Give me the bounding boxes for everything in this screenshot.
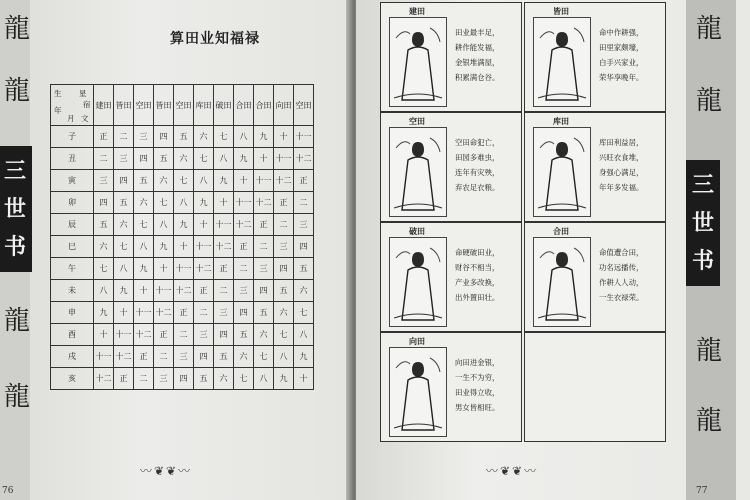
- table-cell: 九: [134, 258, 154, 280]
- card-name: 破田: [409, 226, 425, 236]
- table-cell: 四: [194, 346, 214, 368]
- table-cell: 六: [254, 324, 274, 346]
- verse-line: 田园多难虫，: [455, 153, 500, 162]
- verse-line: 财谷不相当，: [455, 263, 500, 272]
- column-header: 建田: [94, 85, 114, 126]
- dragon-icon: 龍: [696, 336, 723, 366]
- verse-line: 命中作耕强，: [599, 28, 644, 37]
- left-side-title: [0, 146, 32, 272]
- table-cell: 七: [254, 346, 274, 368]
- table-cell: 六: [134, 192, 154, 214]
- side-title-char: 三: [3, 158, 26, 184]
- row-branch: 未: [51, 280, 94, 302]
- verse-line: 田业最丰足，: [455, 28, 500, 37]
- table-cell: 八: [294, 324, 314, 346]
- table-cell: 五: [194, 368, 214, 390]
- table-cell: 十一: [154, 280, 174, 302]
- table-cell: 三: [274, 236, 294, 258]
- verse-line: 年年多发福。: [599, 183, 644, 192]
- table-row: [51, 280, 314, 302]
- table-cell: 七: [214, 126, 234, 148]
- table-cell: 五: [294, 258, 314, 280]
- verse-line: 荣华享晚年。: [599, 73, 644, 82]
- table-cell: 十一: [194, 236, 214, 258]
- table-cell: 七: [274, 324, 294, 346]
- table-cell: 八: [114, 258, 134, 280]
- table-cell: 三: [194, 324, 214, 346]
- verse-line: 男女皆相旺。: [455, 403, 500, 412]
- table-cell: 十二: [114, 346, 134, 368]
- table-cell: 三: [294, 214, 314, 236]
- verse-line: 空田命犯亡，: [455, 138, 500, 147]
- table-cell: 六: [154, 170, 174, 192]
- table-cell: 十: [254, 148, 274, 170]
- table-cell: 十二: [154, 302, 174, 324]
- table-cell: 三: [214, 302, 234, 324]
- table-cell: 二: [94, 148, 114, 170]
- right-side-title: [686, 160, 720, 286]
- table-cell: 七: [134, 214, 154, 236]
- table-cell: 十: [174, 236, 194, 258]
- dragon-icon: 龍: [696, 14, 723, 44]
- card-name: 空田: [409, 116, 425, 126]
- table-cell: 十: [194, 214, 214, 236]
- table-cell: 七: [154, 192, 174, 214]
- table-cell: 八: [194, 170, 214, 192]
- side-title-char: 书: [3, 234, 26, 260]
- table-cell: 四: [154, 126, 174, 148]
- row-branch: 酉: [51, 324, 94, 346]
- table-cell: 九: [94, 302, 114, 324]
- table-cell: 正: [294, 170, 314, 192]
- table-cell: 正: [174, 302, 194, 324]
- table-cell: 八: [174, 192, 194, 214]
- right-page: [356, 0, 750, 500]
- fortune-card: [524, 2, 666, 112]
- table-cell: 正: [214, 258, 234, 280]
- table-cell: 二: [214, 280, 234, 302]
- table-cell: 十二: [294, 148, 314, 170]
- side-title-char: 世: [691, 210, 714, 236]
- column-header: 合田: [234, 85, 254, 126]
- table-cell: 九: [214, 170, 234, 192]
- table-cell: 十: [94, 324, 114, 346]
- table-cell: 三: [114, 148, 134, 170]
- row-branch: 寅: [51, 170, 94, 192]
- column-header: 向田: [274, 85, 294, 126]
- verse-line: 功名远播传，: [599, 263, 644, 272]
- dragon-icon: 龍: [696, 406, 723, 436]
- table-cell: 十二: [94, 368, 114, 390]
- table-cell: 三: [254, 258, 274, 280]
- table-cell: 二: [174, 324, 194, 346]
- row-branch: 丑: [51, 148, 94, 170]
- table-cell: 十一: [94, 346, 114, 368]
- table-row: [51, 236, 314, 258]
- table-cell: 七: [114, 236, 134, 258]
- table-cell: 正: [194, 280, 214, 302]
- fortune-card: [380, 2, 522, 112]
- card-illustration: [389, 127, 447, 217]
- table-cell: 五: [94, 214, 114, 236]
- table-cell: 十: [294, 368, 314, 390]
- table-cell: 八: [154, 214, 174, 236]
- column-header: 皆田: [114, 85, 134, 126]
- table-cell: 七: [94, 258, 114, 280]
- page-ornament: 〰❦❦〰: [486, 464, 539, 478]
- table-cell: 九: [114, 280, 134, 302]
- table-row: [51, 126, 314, 148]
- table-cell: 四: [214, 324, 234, 346]
- table-cell: 五: [114, 192, 134, 214]
- table-cell: 十二: [274, 170, 294, 192]
- table-cell: 九: [254, 126, 274, 148]
- fortune-card: [380, 222, 522, 332]
- table-cell: 二: [194, 302, 214, 324]
- dragon-icon: 龍: [4, 382, 31, 412]
- table-cell: 八: [274, 346, 294, 368]
- table-cell: 正: [114, 368, 134, 390]
- table-cell: 正: [94, 126, 114, 148]
- row-branch: 子: [51, 126, 94, 148]
- table-row: [51, 148, 314, 170]
- verse-line: 兴旺衣食堆，: [599, 153, 644, 162]
- page-title: 算田业知福禄: [170, 31, 260, 47]
- card-verse: [599, 135, 661, 195]
- card-name: 合田: [553, 226, 569, 236]
- table-cell: 六: [114, 214, 134, 236]
- table-cell: 四: [234, 302, 254, 324]
- card-illustration: [389, 347, 447, 437]
- card-verse: [599, 245, 661, 305]
- verse-line: 作耕人人动，: [599, 278, 644, 287]
- table-cell: 四: [114, 170, 134, 192]
- card-illustration: [389, 17, 447, 107]
- table-cell: 九: [154, 236, 174, 258]
- table-cell: 四: [134, 148, 154, 170]
- card-illustration: [533, 237, 591, 327]
- row-branch: 巳: [51, 236, 94, 258]
- verse-line: 积累满仓谷。: [455, 73, 500, 82]
- column-header: 空田: [294, 85, 314, 126]
- side-title-char: 书: [691, 248, 714, 274]
- dragon-icon: 龍: [696, 86, 723, 116]
- table-cell: 十一: [294, 126, 314, 148]
- card-illustration: [533, 127, 591, 217]
- table-row: [51, 192, 314, 214]
- table-cell: 二: [154, 346, 174, 368]
- table-row: [51, 302, 314, 324]
- empty-card: [524, 332, 666, 442]
- row-branch: 午: [51, 258, 94, 280]
- table-cell: 八: [134, 236, 154, 258]
- verse-line: 白手兴家业，: [599, 58, 644, 67]
- table-cell: 十一: [174, 258, 194, 280]
- table-cell: 十二: [234, 214, 254, 236]
- table-cell: 四: [94, 192, 114, 214]
- table-cell: 正: [134, 346, 154, 368]
- table-cell: 四: [254, 280, 274, 302]
- card-verse: [599, 25, 661, 85]
- row-branch: 辰: [51, 214, 94, 236]
- table-cell: 六: [234, 346, 254, 368]
- page-number: 76: [2, 486, 14, 496]
- table-cell: 三: [154, 368, 174, 390]
- column-header: 库田: [194, 85, 214, 126]
- table-row: [51, 346, 314, 368]
- table-cell: 十二: [214, 236, 234, 258]
- column-header: 空田: [174, 85, 194, 126]
- table-cell: 九: [174, 214, 194, 236]
- side-title-char: 三: [691, 172, 714, 198]
- table-cell: 十一: [134, 302, 154, 324]
- table-cell: 八: [214, 148, 234, 170]
- table-cell: 十: [114, 302, 134, 324]
- verse-line: 向田进金银，: [455, 358, 500, 367]
- table-cell: 六: [294, 280, 314, 302]
- verse-line: 一生衣禄荣。: [599, 293, 644, 302]
- table-cell: 十: [274, 126, 294, 148]
- verse-line: 连年有灾殃，: [455, 168, 500, 177]
- table-cell: 八: [254, 368, 274, 390]
- table-cell: 六: [214, 368, 234, 390]
- card-verse: [455, 245, 517, 305]
- fortune-card: [524, 222, 666, 332]
- table-cell: 六: [174, 148, 194, 170]
- card-name: 库田: [553, 116, 569, 126]
- table-cell: 正: [254, 214, 274, 236]
- dragon-icon: 龍: [4, 76, 31, 106]
- table-cell: 五: [274, 280, 294, 302]
- table-cell: 四: [274, 258, 294, 280]
- table-cell: 十二: [254, 192, 274, 214]
- table-cell: 八: [234, 126, 254, 148]
- verse-line: 弃农足衣粮。: [455, 183, 500, 192]
- page-ornament: 〰❦❦〰: [140, 464, 193, 478]
- table-cell: 十一: [114, 324, 134, 346]
- dragon-icon: 龍: [4, 14, 31, 44]
- column-header: 皆田: [154, 85, 174, 126]
- table-cell: 二: [134, 368, 154, 390]
- verse-line: 田业得立收，: [455, 388, 500, 397]
- table-cell: 十二: [194, 258, 214, 280]
- table-cell: 六: [194, 126, 214, 148]
- table-cell: 十二: [174, 280, 194, 302]
- table-cell: 九: [234, 148, 254, 170]
- card-illustration: [533, 17, 591, 107]
- table-corner-cell: 生 星 宿 年 月 文: [51, 85, 94, 126]
- card-illustration: [389, 237, 447, 327]
- table-cell: 九: [194, 192, 214, 214]
- table-cell: 正: [274, 192, 294, 214]
- table-cell: 七: [194, 148, 214, 170]
- verse-line: 命硬破田业，: [455, 248, 500, 257]
- left-page: [0, 0, 352, 500]
- page-number: 77: [696, 486, 708, 496]
- verse-line: 一生不为穷，: [455, 373, 500, 382]
- table-cell: 二: [274, 214, 294, 236]
- table-row: [51, 170, 314, 192]
- table-cell: 十: [234, 170, 254, 192]
- table-cell: 五: [134, 170, 154, 192]
- table-cell: 六: [94, 236, 114, 258]
- row-branch: 申: [51, 302, 94, 324]
- fortune-card: [524, 112, 666, 222]
- table-cell: 二: [114, 126, 134, 148]
- table-cell: 十: [154, 258, 174, 280]
- table-cell: 二: [294, 192, 314, 214]
- verse-line: 出外置田壮。: [455, 293, 500, 302]
- row-branch: 卯: [51, 192, 94, 214]
- table-row: [51, 258, 314, 280]
- table-cell: 六: [274, 302, 294, 324]
- table-row: [51, 324, 314, 346]
- side-title-char: 世: [3, 196, 26, 222]
- table-cell: 七: [294, 302, 314, 324]
- table-cell: 三: [134, 126, 154, 148]
- table-cell: 二: [234, 258, 254, 280]
- row-branch: 亥: [51, 368, 94, 390]
- table-cell: 五: [254, 302, 274, 324]
- dragon-icon: 龍: [4, 306, 31, 336]
- table-cell: 五: [234, 324, 254, 346]
- verse-line: 产业多改换，: [455, 278, 500, 287]
- table-cell: 十一: [214, 214, 234, 236]
- column-header: 破田: [214, 85, 234, 126]
- table-cell: 十一: [254, 170, 274, 192]
- verse-line: 耕作能发福，: [455, 43, 500, 52]
- card-name: 建田: [409, 6, 425, 16]
- table-header-row: [51, 85, 314, 126]
- table-cell: 正: [154, 324, 174, 346]
- table-cell: 三: [94, 170, 114, 192]
- column-header: 空田: [134, 85, 154, 126]
- table-cell: 九: [274, 368, 294, 390]
- table-cell: 五: [214, 346, 234, 368]
- verse-line: 金银堆满屋，: [455, 58, 500, 67]
- table-cell: 十二: [134, 324, 154, 346]
- table-cell: 十一: [234, 192, 254, 214]
- table-row: [51, 368, 314, 390]
- card-verse: [455, 25, 517, 85]
- table-cell: 五: [174, 126, 194, 148]
- table-cell: 七: [234, 368, 254, 390]
- verse-line: 身强心满足，: [599, 168, 644, 177]
- table-cell: 五: [154, 148, 174, 170]
- table-cell: 二: [254, 236, 274, 258]
- table-cell: 十一: [274, 148, 294, 170]
- fortune-table: [50, 84, 314, 390]
- fortune-card: [380, 332, 522, 442]
- card-verse: [455, 135, 517, 195]
- card-verse: [455, 355, 517, 415]
- table-cell: 四: [294, 236, 314, 258]
- fortune-card: [380, 112, 522, 222]
- table-cell: 九: [294, 346, 314, 368]
- table-cell: 正: [234, 236, 254, 258]
- card-name: 皆田: [553, 6, 569, 16]
- column-header: 合田: [254, 85, 274, 126]
- table-cell: 十: [214, 192, 234, 214]
- table-cell: 七: [174, 170, 194, 192]
- table-row: [51, 214, 314, 236]
- verse-line: 库田利益居，: [599, 138, 644, 147]
- verse-line: 命值遭合田，: [599, 248, 644, 257]
- table-cell: 八: [94, 280, 114, 302]
- table-cell: 三: [234, 280, 254, 302]
- table-cell: 三: [174, 346, 194, 368]
- row-branch: 戌: [51, 346, 94, 368]
- table-cell: 十: [134, 280, 154, 302]
- card-name: 向田: [409, 336, 425, 346]
- table-cell: 四: [174, 368, 194, 390]
- verse-line: 田里家颇壕，: [599, 43, 644, 52]
